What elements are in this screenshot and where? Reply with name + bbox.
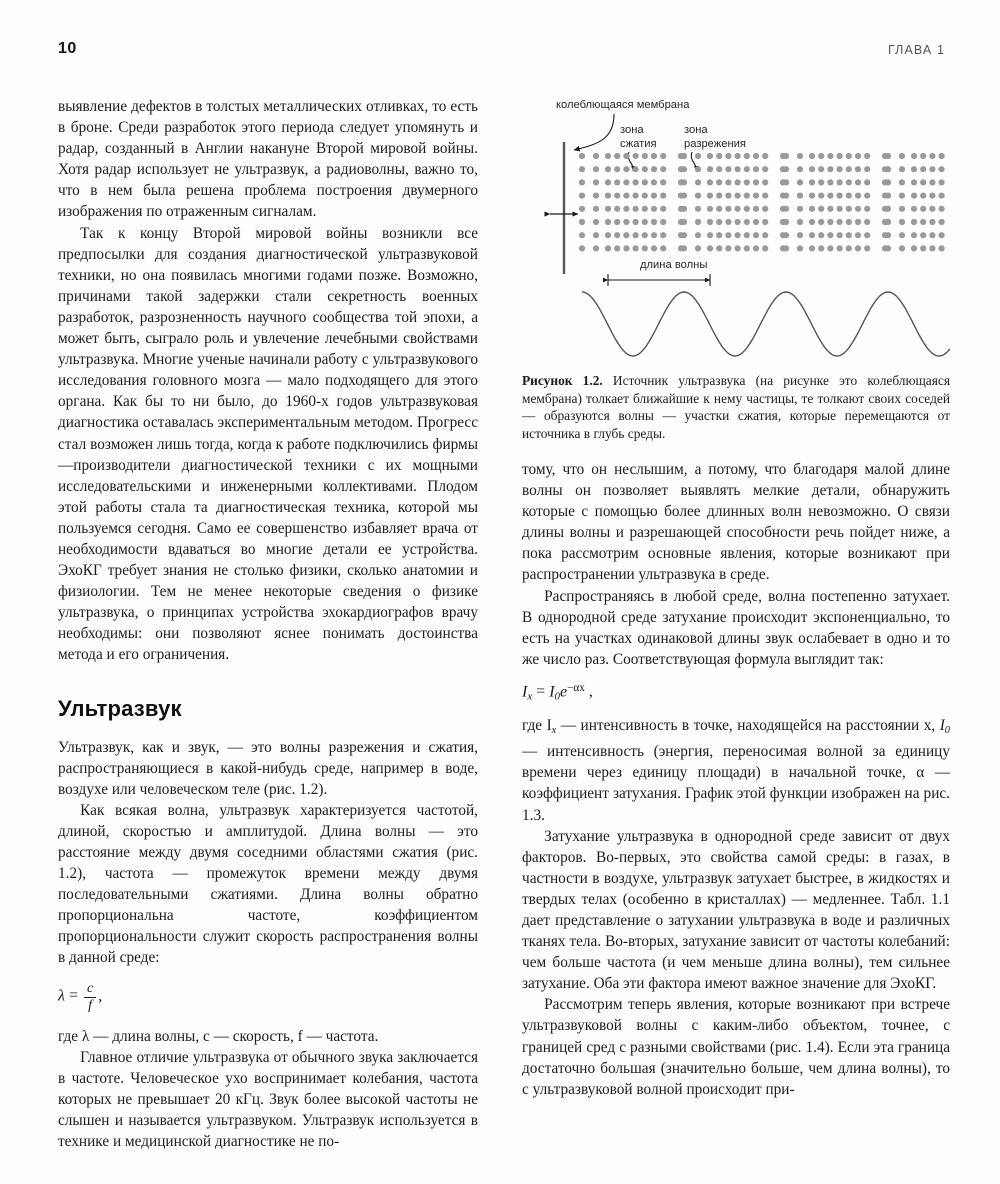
paragraph: Затухание ультразвука в однородной среде зависит от двух факторов. Во-первых, это свойства самой среды: в газах, в частности в воздухе, ультразвук затухает быстрее, в жидкостях и твердых телах (особенно в кристаллах) — медленнее. Табл. 1.1 дает представление о затухании ультразвука в воде и различных тканях тела. Во-вторых, затухание зависит от частоты колебаний: чем больше частота (и чем меньше длина волны), тем сильнее затухание. Оба эти фактора имеют важное значение для ЭхоКГ. xyxy=(522,827,950,993)
legend-part-2: — интенсивность в точке, находящейся на расстоянии x, xyxy=(556,717,936,735)
sine-wave xyxy=(582,292,950,356)
figure-1-2 xyxy=(522,92,954,362)
formula-attenuation xyxy=(522,683,950,702)
legend-part-4: 0 xyxy=(944,725,950,737)
left-text-column xyxy=(58,96,478,1152)
legend-part-3: I xyxy=(939,717,945,735)
compression-label-line2: сжатия xyxy=(620,138,657,150)
particle-dot-grid xyxy=(579,153,945,252)
formula-numerator: c xyxy=(84,982,96,998)
paragraph: Как всякая волна, ультразвук характеризуется частотой, длиной, скоростью и амплитудой. Длина волны — это расстояние между двумя соседними областями сжатия (рис. 1.2), частота — промежуток времени между двумя последовательными сжатиями. Длина волны обратно пропорциональна частоте, коэффициентом пропорциональности служит скорость распространения волны в данной среде: xyxy=(58,801,478,967)
paragraph: выявление дефектов в толстых металлических отливках, то есть в броне. Среди разработок этого периода следует упомянуть и радар, созданный в Англии накануне Второй мировой войны. Хотя радар использует не ультразвук, а радиоволны, важно то, что в нем была решена проблема построения двумерного изображения по отраженным сигналам. xyxy=(58,98,478,221)
formula-fraction xyxy=(84,982,96,1013)
paragraph: Главное отличие ультразвука от обычного звука заключается в частоте. Человеческое ухо воспринимает колебания, частота которых не превышает 20 кГц. Звук более высокой частоты не слышен и называется ультразвуком. Ультразвук используется в технике и медицинской диагностике не по- xyxy=(58,1048,478,1151)
formula-wavelength xyxy=(58,982,478,1013)
formula-trailing-comma: , xyxy=(588,683,593,701)
rarefaction-label-line2: разрежения xyxy=(684,138,746,150)
formula-lhs-base: I xyxy=(522,683,528,701)
membrane-label: колеблющаяся мембрана xyxy=(556,99,690,111)
formula-equals: = xyxy=(536,683,546,701)
formula-lhs-sub: x xyxy=(527,690,533,703)
formula-denominator: f xyxy=(88,997,93,1013)
paragraph: Так к концу Второй мировой войны возникли все предпосылки для создания диагностической ультразвуковой техники, но она появилась многими годами позже. Возможно, причинами такой задержки стали секретность военных разработок, разрозненность научного сообщества той эпохи, а может быть, сыграло роль и увлечение лечебными свойствами ультразвука. Многие ученые начинали работу с ультразвукового исследования головного мозга — мало подходящего для этого органа. Как бы то ни было, до 1960-х годов ультразвуковая диагностика оставалась экспериментальным методом. Прогресс стал возможен лишь тогда, когда к работе подключились фирмы—производители диагностической техники с их мощными исследовательскими и инженерными коллективами. Плодом этой работы стала та диагностическая техника, которой мы пользуемся сегодня. Само ее совершенство избавляет врача от необходимости вдаваться во многие детали ее устройства. ЭхоКГ требует знания не столько физики, сколько анатомии и физиологии. Тем не менее некоторые сведения о физике ультразвука, о принципах устройства эхокардиографов врачу необходимы: они позволяют яснее понимать достоинства метода и его ограничения. xyxy=(58,224,478,664)
formula-legend xyxy=(522,715,950,825)
paragraph: Ультразвук, как и звук, — это волны разрежения и сжатия, распространяющиеся в какой-нибудь среде, например в воде, воздухе или человеческом теле (рис. 1.2). xyxy=(58,738,478,798)
page-number: 10 xyxy=(58,40,77,57)
legend-part-5: — интенсивность (энергия, переносимая волной за единицу времени через единицу площади) в начальной точке, α — коэффициент затухания. График этой функции изображен на рис. 1.3. xyxy=(522,743,950,824)
formula-trailing-comma: , xyxy=(98,987,103,1005)
formula-legend: где λ — длина волны, c — скорость, f — частота. xyxy=(58,1027,379,1045)
section-heading: Ультразвук xyxy=(58,695,182,721)
figure-caption-label: Рисунок 1.2. xyxy=(522,373,603,388)
formula-rhs-sub: 0 xyxy=(554,690,560,703)
paragraph: тому, что он неслышим, а потому, что благодаря малой длине волны он позволяет выявлять мелкие детали, обнаружить которые с помощью более длинных волн невозможно. О связи длины волны и разрешающей способности речь пойдет ниже, а пока рассмотрим основные явления, которые возникают при распространении ультразвука в среде. xyxy=(522,461,950,584)
legend-part-1: x xyxy=(551,725,557,737)
legend-part-0: где I xyxy=(522,717,552,735)
formula-exponent: −αx xyxy=(567,681,585,694)
paragraph: Рассмотрим теперь явления, которые возникают при встрече ультразвуковой волны с каким-либо объектом, точнее, с границей сред с разными свойствами (рис. 1.4). Если эта граница достаточно большая (значительно больше, чем длина волны), то с ультразвуковой волной происходит при- xyxy=(522,996,950,1098)
compression-label-line1: зона xyxy=(620,124,644,136)
figure-1-2-graphic xyxy=(522,92,954,362)
formula-lhs: λ xyxy=(58,987,65,1005)
membrane-arrow xyxy=(574,114,614,150)
formula-rhs-base: I xyxy=(549,683,555,701)
wavelength-label: длина волны xyxy=(640,259,708,271)
paragraph: Распространяясь в любой среде, волна постепенно затухает. В однородной среде затухание происходит экспоненциально, то есть на участках одинаковой длины звук ослабевает в одно и то же число раз. Соответствующая формула выглядит так: xyxy=(522,587,950,668)
chapter-label: ГЛАВА 1 xyxy=(888,43,945,57)
formula-equals: = xyxy=(68,987,78,1005)
figure-caption-text: Источник ультразвука (на рисунке это колеблющаяся мембрана) толкает ближайшие к нему частицы, те толкают своих соседей — образуются волны — участки сжатия, которые перемещаются от источника в глубь среды. xyxy=(522,373,950,441)
rarefaction-label-line1: зона xyxy=(684,124,708,136)
formula-exp-base: e xyxy=(559,683,568,701)
right-text-column xyxy=(522,459,950,1100)
running-head xyxy=(58,40,945,62)
figure-caption xyxy=(522,372,950,442)
